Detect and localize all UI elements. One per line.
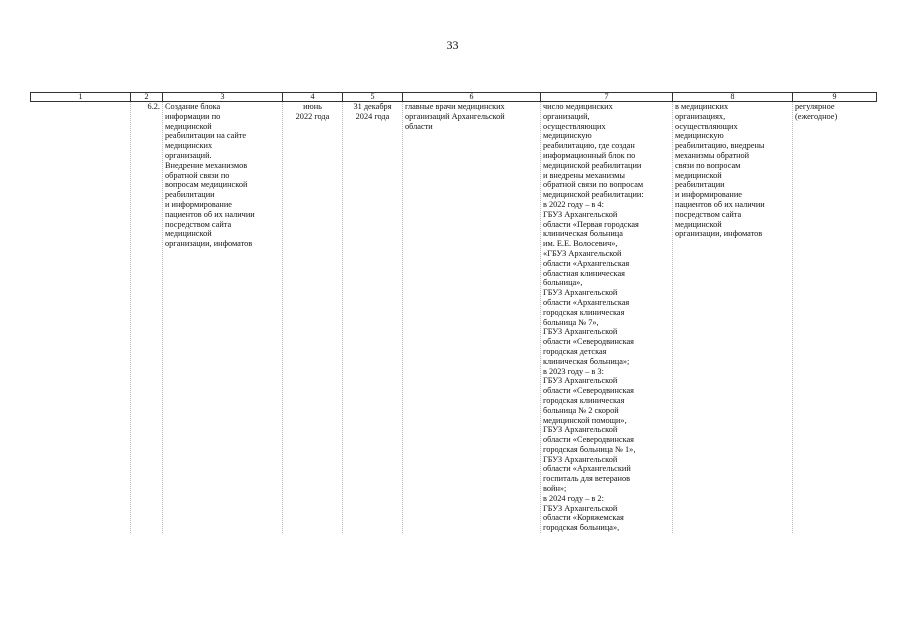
text-line: области «Первая городская (543, 219, 639, 229)
text-line: больница», (543, 278, 583, 288)
text-line: клиническая больница»; (543, 356, 630, 366)
text-line: городская клиническая (543, 307, 625, 317)
text-line: городская клиническая (543, 395, 625, 405)
text-line: Создание блока (165, 102, 221, 111)
text-line: области (405, 121, 433, 131)
text-line: медицинской помощи», (543, 415, 627, 425)
text-line: посредством сайта (675, 209, 742, 219)
text-line: медицинских (165, 141, 213, 151)
column-number: 1 (31, 93, 131, 102)
measure-cell (163, 102, 283, 534)
column-number-row (31, 93, 877, 102)
text-line: госпиталь для ветеранов (543, 474, 631, 484)
text-line: организаций. (165, 150, 212, 160)
text-line: реабилитации (165, 190, 215, 200)
text-line: медицинской реабилитации: (543, 190, 644, 200)
text-line: ГБУЗ Архангельской (543, 376, 618, 386)
text-line: медицинской (675, 219, 722, 229)
plan-table (30, 92, 877, 533)
text-line: механизмы обратной (675, 150, 750, 160)
text-line: (ежегодное) (795, 111, 838, 121)
table-row (31, 102, 877, 534)
text-line: ГБУЗ Архангельской (543, 209, 618, 219)
text-line: обратной связи по (165, 170, 230, 180)
text-line: организаций Архангельской (405, 111, 505, 121)
text-line: в 2022 году – в 4: (543, 199, 604, 209)
column-number: 7 (541, 93, 673, 102)
page-number: 33 (446, 38, 459, 52)
text-line: больница № 2 скорой (543, 405, 619, 415)
text-line: вопросам медицинской (165, 180, 248, 190)
text-line: больница № 7», (543, 317, 599, 327)
text-line: посредством сайта (165, 219, 232, 229)
executor-cell (403, 102, 541, 534)
text-line: городская детская (543, 346, 607, 356)
text-line: в 2024 году – в 2: (543, 493, 604, 503)
column-number: 3 (163, 93, 283, 102)
text-line: ГБУЗ Архангельской (543, 288, 618, 298)
text-line: медицинскую (543, 131, 592, 141)
text-line: Внедрение механизмов (165, 160, 248, 170)
column-number: 4 (283, 93, 343, 102)
text-line: области «Архангельский (543, 464, 631, 474)
column-number: 2 (131, 93, 163, 102)
item-number: 6.2. (131, 102, 163, 534)
indicator-cell (541, 102, 673, 534)
text-line: медицинской реабилитации (543, 160, 642, 170)
text-line: городская больница № 1», (543, 444, 636, 454)
text-line: области «Архангельская (543, 297, 630, 307)
text-line: ГБУЗ Архангельской (543, 425, 618, 435)
text-line: им. Е.Е. Волосевич», (543, 239, 618, 249)
column-number: 8 (673, 93, 793, 102)
text-line: организаций, (543, 111, 590, 121)
text-line: 2024 года (355, 111, 390, 121)
result-cell (673, 102, 793, 534)
text-line: организациях, (675, 111, 726, 121)
text-line: городская больница», (543, 523, 620, 533)
column-number: 5 (343, 93, 403, 102)
end-date-cell (343, 102, 403, 534)
text-line: пациентов об их наличии (165, 209, 255, 219)
text-line: области «Северодвинская (543, 435, 634, 445)
text-line: и информирование (165, 199, 232, 209)
text-line: осуществляющих (675, 121, 738, 131)
text-line: 31 декабря (353, 102, 392, 111)
text-line: войн»; (543, 484, 567, 494)
text-line: ГБУЗ Архангельской (543, 454, 618, 464)
text-line: число медицинских (543, 102, 613, 111)
text-line: регулярное (795, 102, 835, 111)
text-line: медицинской (165, 121, 212, 131)
text-line: обратной связи по вопросам (543, 180, 644, 190)
text-line: организации, инфоматов (165, 239, 253, 249)
text-line: и информирование (675, 190, 742, 200)
text-line: области «Северодвинская (543, 386, 634, 396)
text-line: реабилитацию, внедрены (675, 141, 765, 151)
text-line: информации по (165, 111, 221, 121)
text-line: клиническая больница (543, 229, 623, 239)
text-line: пациентов об их наличии (675, 199, 765, 209)
text-line: области «Северодвинская (543, 337, 634, 347)
text-line: ГБУЗ Архангельской (543, 503, 618, 513)
frequency-cell (793, 102, 877, 534)
empty-cell (31, 102, 131, 534)
text-line: реабилитации на сайте (165, 131, 247, 141)
text-line: медицинскую (675, 131, 724, 141)
text-line: главные врачи медицинских (405, 102, 505, 111)
text-line: в медицинских (675, 102, 729, 111)
text-line: в 2023 году – в 3: (543, 366, 604, 376)
text-line: ГБУЗ Архангельской (543, 327, 618, 337)
start-date-cell (283, 102, 343, 534)
text-line: связи по вопросам (675, 160, 741, 170)
text-line: реабилитации (675, 180, 725, 190)
text-line: и внедрены механизмы (543, 170, 625, 180)
text-line: 2022 года (295, 111, 330, 121)
text-line: организации, инфоматов (675, 229, 763, 239)
text-line: информационный блок по (543, 150, 636, 160)
text-line: реабилитацию, где создан (543, 141, 635, 151)
column-number: 9 (793, 93, 877, 102)
text-line: «ГБУЗ Архангельской (543, 248, 622, 258)
text-line: июнь (303, 102, 322, 111)
column-number: 6 (403, 93, 541, 102)
text-line: медицинской (165, 229, 212, 239)
text-line: осуществляющих (543, 121, 606, 131)
text-line: области «Архангельская (543, 258, 630, 268)
text-line: области «Коряжемская (543, 513, 624, 523)
text-line: медицинской (675, 170, 722, 180)
text-line: областная клиническая (543, 268, 625, 278)
